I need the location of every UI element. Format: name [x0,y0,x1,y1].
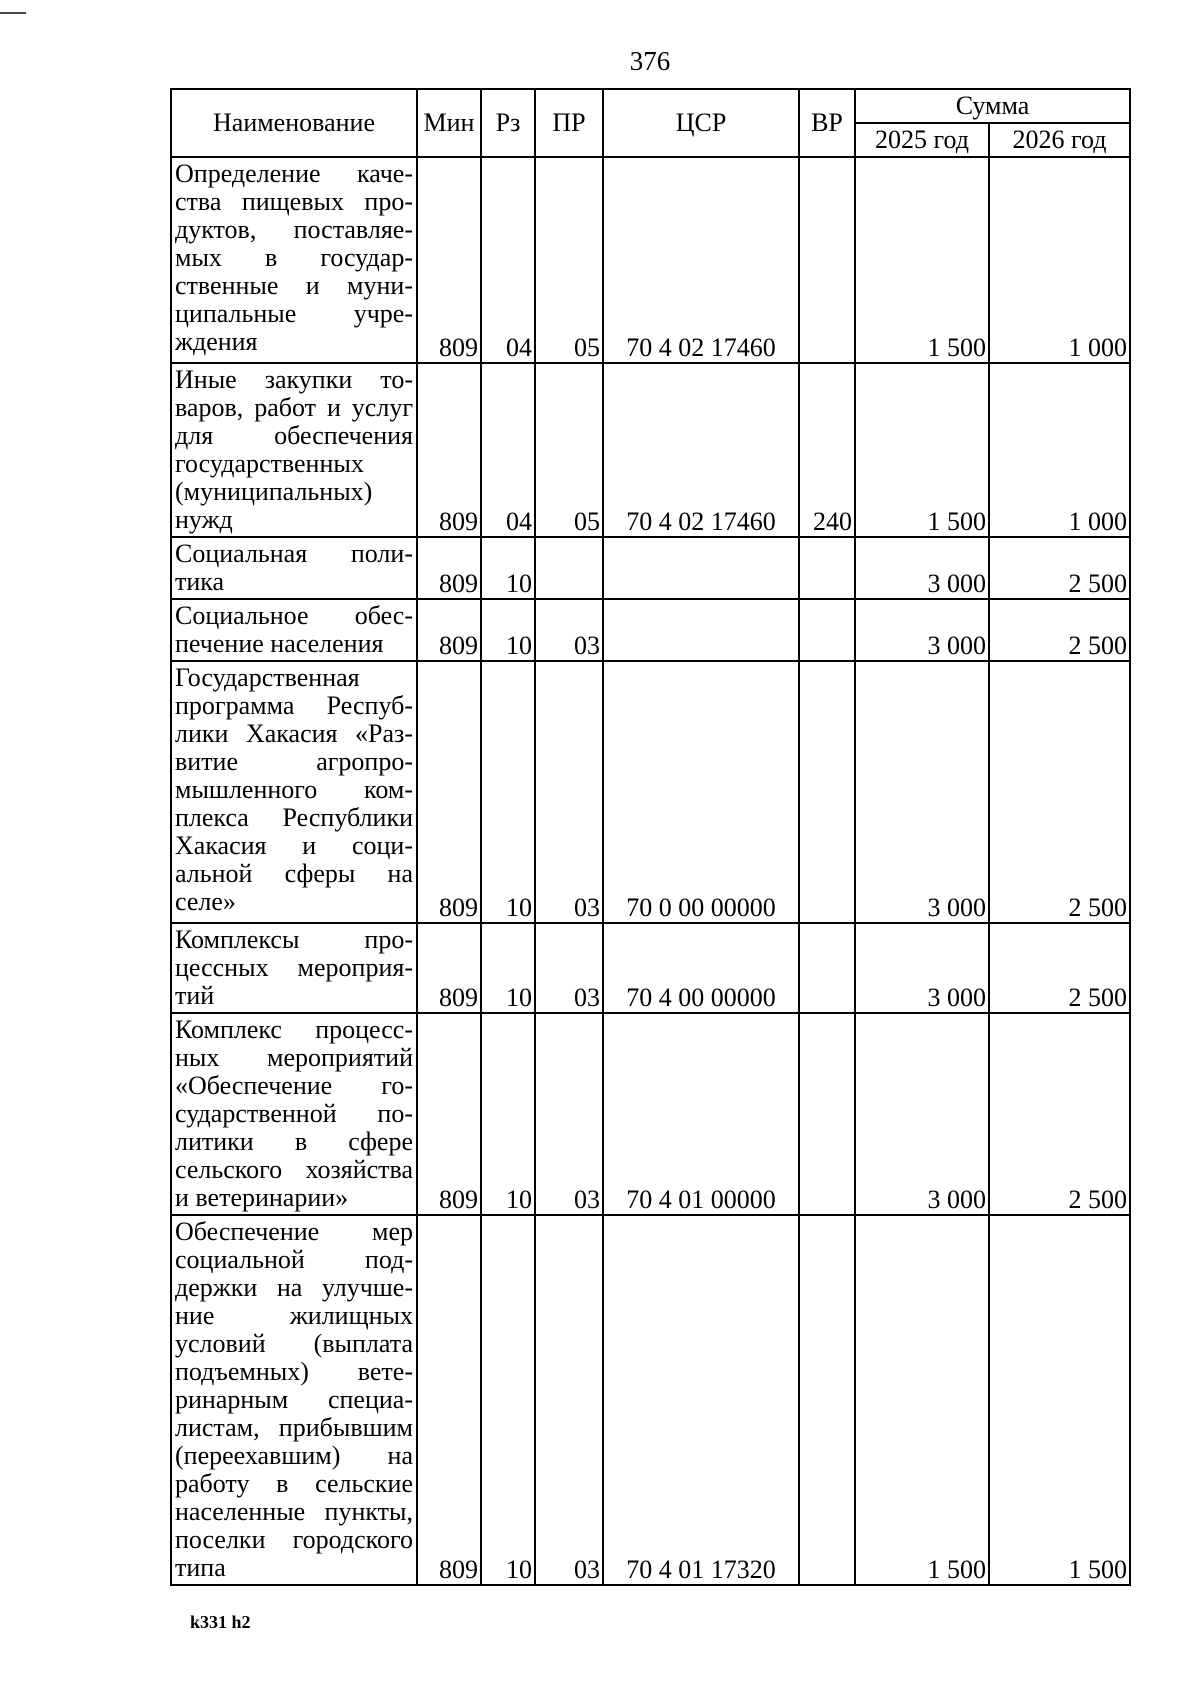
cell-min: 809 [417,157,481,363]
cell-name: Государственная программа Республики Хакасия «Развитие агропромышленного комплекса Республики Хакасия и социальной сферы на селе» [171,661,417,923]
cell-sum-2026: 2 500 [989,661,1130,923]
cell-name: Социальная политика [171,537,417,599]
cell-name: Социальное обеспечение населения [171,599,417,661]
cell-pr: 03 [535,599,603,661]
cell-vr [799,1215,855,1585]
cell-sum-2025: 3 000 [855,661,989,923]
cell-sum-2025: 1 500 [855,157,989,363]
cell-rz: 10 [481,661,535,923]
header-name: Наименование [171,89,417,157]
cell-pr: 03 [535,923,603,1013]
header-vr: ВР [799,89,855,157]
cell-name: Иные закупки товаров, работ и услуг для обеспечения государственных (муниципальных) нужд [171,363,417,537]
table-row [171,1013,1130,1215]
cell-sum-2026: 1 000 [989,363,1130,537]
cell-pr: 03 [535,1013,603,1215]
cell-sum-2025: 3 000 [855,1013,989,1215]
cell-vr [799,537,855,599]
cell-sum-2025: 3 000 [855,599,989,661]
cell-min: 809 [417,661,481,923]
cell-pr: 05 [535,157,603,363]
header-year-2026: 2026 год [989,123,1130,157]
cell-vr: 240 [799,363,855,537]
cell-vr [799,599,855,661]
cell-csr: 70 4 02 17460 [603,157,799,363]
table-row [171,1215,1130,1585]
cell-vr [799,923,855,1013]
cell-rz: 10 [481,1215,535,1585]
cell-min: 809 [417,1013,481,1215]
cell-name: Комплекс процессных мероприятий «Обеспечение государственной политики в сфере сельского хозяйства и ветеринарии» [171,1013,417,1215]
cell-csr: 70 4 01 00000 [603,1013,799,1215]
cell-vr [799,157,855,363]
table-row [171,157,1130,363]
table-row [171,923,1130,1013]
header-min: Мин [417,89,481,157]
cell-sum-2025: 1 500 [855,363,989,537]
cell-min: 809 [417,599,481,661]
cell-sum-2026: 1 000 [989,157,1130,363]
cell-rz: 10 [481,537,535,599]
cell-sum-2026: 2 500 [989,537,1130,599]
cell-sum-2026: 1 500 [989,1215,1130,1585]
cell-pr: 03 [535,661,603,923]
cell-rz: 10 [481,1013,535,1215]
footer-code: k331 h2 [190,1612,251,1632]
cell-csr: 70 4 01 17320 [603,1215,799,1585]
cell-csr [603,599,799,661]
table-row [171,661,1130,923]
cell-csr: 70 4 00 00000 [603,923,799,1013]
cell-csr: 70 4 02 17460 [603,363,799,537]
cell-rz: 04 [481,363,535,537]
cell-csr [603,537,799,599]
cell-rz: 04 [481,157,535,363]
cell-sum-2025: 3 000 [855,537,989,599]
cell-sum-2026: 2 500 [989,599,1130,661]
scan-corner-mark [0,12,26,14]
budget-table [170,88,1131,1586]
cell-csr: 70 0 00 00000 [603,661,799,923]
cell-sum-2026: 2 500 [989,1013,1130,1215]
header-sum: Сумма [855,89,1130,123]
cell-rz: 10 [481,923,535,1013]
cell-vr [799,661,855,923]
table-row [171,599,1130,661]
cell-rz: 10 [481,599,535,661]
header-rz: Рз [481,89,535,157]
cell-vr [799,1013,855,1215]
table-row [171,363,1130,537]
cell-pr: 03 [535,1215,603,1585]
cell-sum-2025: 1 500 [855,1215,989,1585]
cell-min: 809 [417,923,481,1013]
table-body [171,157,1130,1585]
cell-min: 809 [417,1215,481,1585]
header-year-2025: 2025 год [855,123,989,157]
page-number: 376 [629,46,671,76]
cell-sum-2025: 3 000 [855,923,989,1013]
cell-sum-2026: 2 500 [989,923,1130,1013]
cell-min: 809 [417,537,481,599]
header-csr: ЦСР [603,89,799,157]
table-row [171,537,1130,599]
header-pr: ПР [535,89,603,157]
cell-name: Обеспечение мер социальной поддержки на улучшение жилищных условий (выплата подъемных) ветеринарным специалистам, прибывшим (переехавшим) на работу в сельские населенные пункты, поселки городского типа [171,1215,417,1585]
cell-min: 809 [417,363,481,537]
cell-pr: 05 [535,363,603,537]
cell-pr [535,537,603,599]
cell-name: Определение качества пищевых продуктов, поставляемых в государственные и муниципальные учреждения [171,157,417,363]
cell-name: Комплексы процессных мероприятий [171,923,417,1013]
